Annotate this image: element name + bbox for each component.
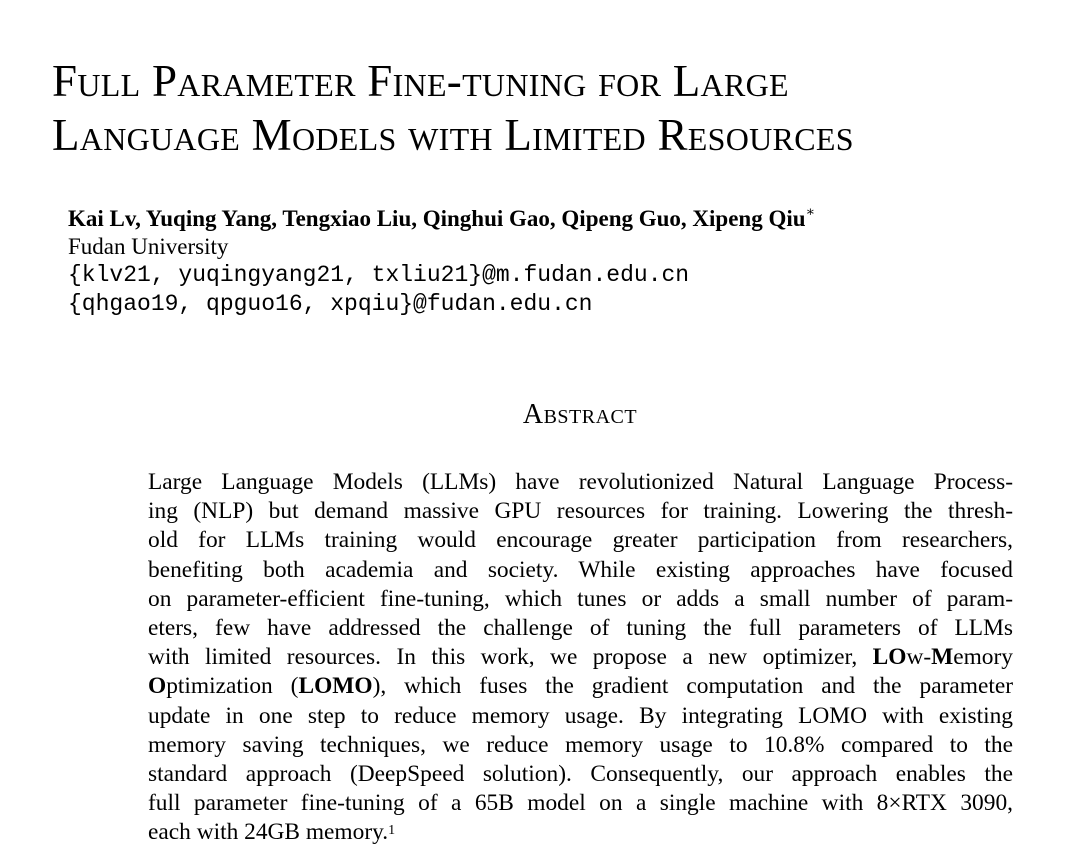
- affiliation: Fudan University: [68, 234, 229, 259]
- email-line-1: {klv21, yuqingyang21, txliu21}@m.fudan.edu.cn: [68, 262, 690, 288]
- lomo-acronym-part: LO: [872, 644, 907, 671]
- title-line-2: Language Models with Limited Resources: [52, 110, 854, 160]
- paper-title: [52, 54, 1062, 162]
- abstract-line-text: ptimization (: [166, 673, 299, 700]
- abstract-text: [148, 468, 1013, 847]
- abstract-line: [148, 818, 1013, 847]
- abstract-line: eters, few have addressed the challenge of tuning the full parameters of LLMs: [148, 614, 1013, 641]
- email-line-2: {qhgao19, qpguo16, xpqiu}@fudan.edu.cn: [68, 291, 593, 317]
- abstract-line-text: each with 24GB memory.: [148, 819, 389, 846]
- lomo-acronym-part: O: [148, 673, 167, 700]
- title-line-1: Full Parameter Fine-tuning for Large: [52, 56, 789, 106]
- footnote-marker: 1: [388, 823, 396, 839]
- abstract-line: ing (NLP) but demand massive GPU resources for training. Lowering the thresh-: [148, 498, 1013, 525]
- lomo-acronym-part: M: [931, 644, 954, 671]
- abstract-line: memory saving techniques, we reduce memory usage to 10.8% compared to the: [148, 731, 1013, 758]
- corresponding-author-mark: ∗: [805, 205, 816, 220]
- abstract-line: benefiting both academia and society. While existing approaches have focused: [148, 556, 1013, 583]
- abstract-line: Large Language Models (LLMs) have revolutionized Natural Language Process-: [148, 469, 1013, 495]
- abstract-line-text: w-: [906, 644, 932, 671]
- abstract-line-text: ), which fuses the gradient computation and the parameter: [372, 673, 1013, 700]
- abstract-line: on parameter-efficient fine-tuning, which tunes or adds a small number of param-: [148, 585, 1013, 612]
- abstract-line-text: with limited resources. In this work, we propose a new optimizer,: [148, 644, 858, 671]
- abstract-line: standard approach (DeepSpeed solution). Consequently, our approach enables the: [148, 760, 1013, 787]
- abstract-line-text: emory: [953, 644, 1013, 671]
- author-names: Kai Lv, Yuqing Yang, Tengxiao Liu, Qinghui Gao, Qipeng Guo, Xipeng Qiu: [68, 206, 806, 231]
- author-block: [68, 204, 1028, 319]
- lomo-acronym: LOMO: [298, 673, 373, 700]
- abstract-heading: Abstract: [522, 399, 638, 430]
- abstract-line: update in one step to reduce memory usage. By integrating LOMO with existing: [148, 702, 1013, 729]
- abstract-line: [148, 643, 1013, 672]
- author-list: [68, 204, 1028, 233]
- abstract-line: old for LLMs training would encourage greater participation from researchers,: [148, 527, 1013, 554]
- abstract-line: [148, 672, 1013, 701]
- abstract-line: full parameter fine-tuning of a 65B model on a single machine with 8×RTX 3090,: [148, 790, 1013, 817]
